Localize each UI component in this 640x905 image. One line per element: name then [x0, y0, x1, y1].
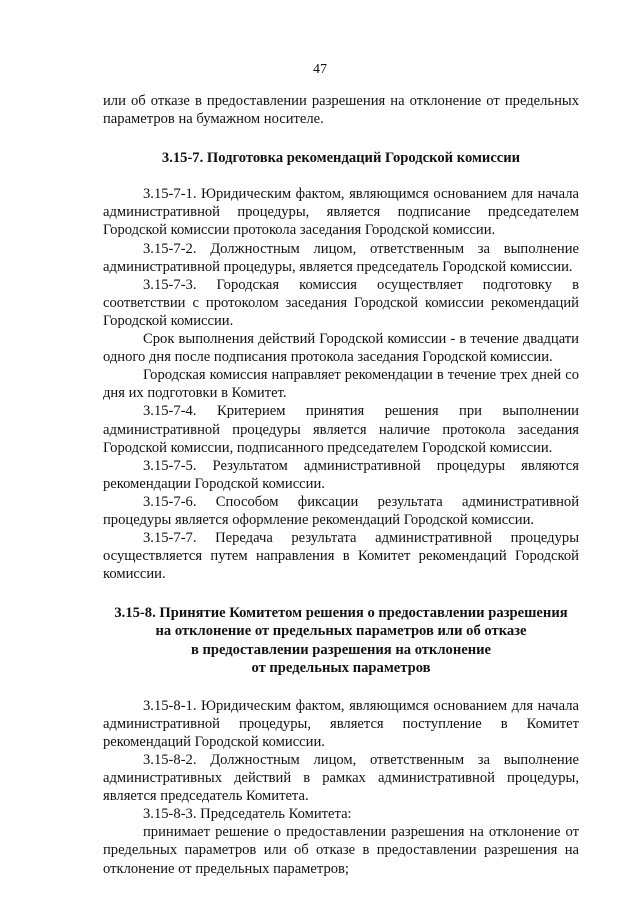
- section-heading-line: от предельных параметров: [251, 659, 431, 676]
- paragraph-3-15-8-3: 3.15-8-3. Председатель Комитета:: [143, 806, 352, 823]
- paragraph-3-15-7-4: 3.15-7-4. Критерием принятия решения при выполнении административной процедуры является наличие протокола заседания Городской комиссии, подписанного председателем Городской комиссии.: [103, 403, 579, 456]
- page-number: 47: [313, 62, 327, 77]
- section-heading-3-15-8: [103, 604, 579, 676]
- paragraph-3-15-8-1: 3.15-8-1. Юридическим фактом, являющимся основанием для начала административной процедуры, является поступление в Комитет рекомендаций Городской комиссии.: [103, 697, 579, 750]
- paragraph-3-15-7-5: 3.15-7-5. Результатом административной процедуры являются рекомендации Городской комиссии.: [103, 457, 579, 492]
- paragraph-3-15-7-6: 3.15-7-6. Способом фиксации результата административной процедуры является оформление рекомендаций Городской комиссии.: [103, 493, 579, 528]
- paragraph-3-15-8-2: 3.15-8-2. Должностным лицом, ответственным за выполнение административных действий в рамках административной процедуры, является председатель Комитета.: [103, 752, 579, 805]
- section-heading-line: 3.15-8. Принятие Комитетом решения о предоставлении разрешения: [114, 605, 568, 622]
- paragraph-3-15-7-2: 3.15-7-2. Должностным лицом, ответственным за выполнение административной процедуры, является председатель Городской комиссии.: [103, 240, 579, 275]
- section-heading-line: на отклонение от предельных параметров или об отказе: [155, 623, 527, 640]
- paragraph-3-15-7-7: 3.15-7-7. Передача результата административной процедуры осуществляется путем направления в Комитет рекомендаций Городской комиссии.: [103, 530, 579, 583]
- paragraph-decision: принимает решение о предоставлении разрешения на отклонение от предельных параметров или об отказе в предоставлении разрешения на отклонение от предельных параметров;: [103, 824, 579, 877]
- paragraph-3-15-7-1: 3.15-7-1. Юридическим фактом, являющимся основанием для начала административной процедуры, является подписание председателем Городской комиссии протокола заседания Городской комиссии.: [103, 186, 579, 239]
- page-body: [103, 92, 579, 878]
- paragraph-deadline: Срок выполнения действий Городской комиссии - в течение двадцати одного дня после подписания протокола заседания Городской комиссии.: [103, 331, 579, 366]
- section-heading-3-15-7: 3.15-7. Подготовка рекомендаций Городской комиссии: [161, 150, 521, 167]
- paragraph-3-15-7-3: 3.15-7-3. Городская комиссия осуществляет подготовку в соответствии с протоколом заседания Городской комиссии рекомендаций Городской комиссии.: [103, 276, 579, 329]
- section-heading-line: в предоставлении разрешения на отклонение: [190, 641, 492, 658]
- paragraph-sending: Городская комиссия направляет рекомендации в течение трех дней со дня их подготовки в Комитет.: [103, 367, 579, 402]
- intro-paragraph: или об отказе в предоставлении разрешения на отклонение от предельных параметров на бумажном носителе.: [103, 93, 579, 128]
